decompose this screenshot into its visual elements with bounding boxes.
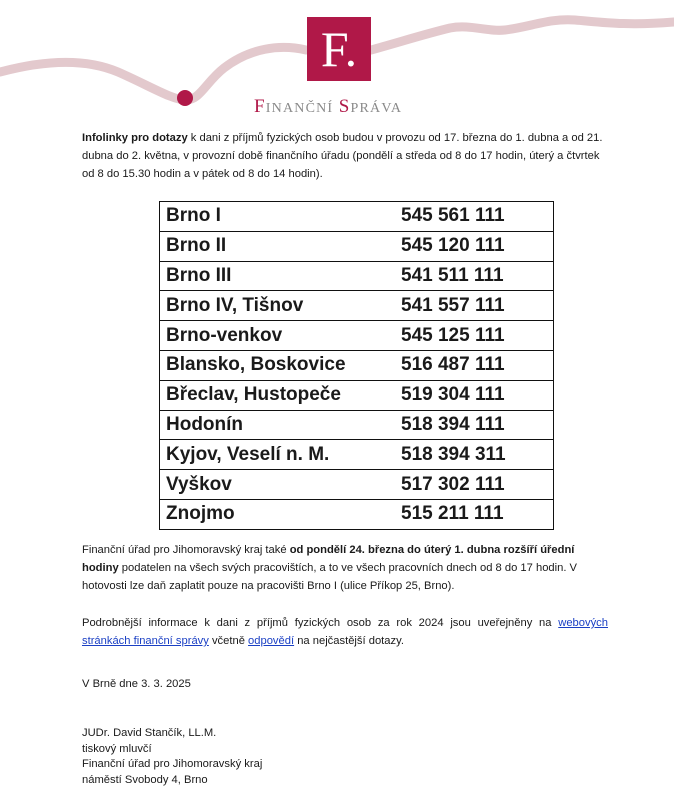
- signature-block: [82, 726, 262, 788]
- phone-number: 515 211 111: [401, 499, 554, 529]
- intro-bold-lead: Infolinky pro dotazy: [82, 132, 188, 144]
- office-name: Brno-venkov: [160, 321, 402, 351]
- table-row: [160, 291, 554, 321]
- web-link[interactable]: webových stránkách finanční správy: [82, 617, 608, 647]
- table-row: [160, 350, 554, 380]
- date-line: V Brně dne 3. 3. 2025: [82, 678, 191, 690]
- phone-number: 545 120 111: [401, 231, 554, 261]
- phone-table: [159, 201, 554, 530]
- signature-role: tiskový mluvčí: [82, 742, 152, 755]
- phone-number: 545 561 111: [401, 202, 554, 232]
- table-row: [160, 380, 554, 410]
- table-row: [160, 202, 554, 232]
- table-row: [160, 499, 554, 529]
- info-paragraph: Podrobnější informace k dani z příjmů fyzických osob za rok 2024 jsou uveřejněny na webových stránkách finanční správy včetně odpovědí na nejčastější dotazy.: [82, 617, 608, 647]
- signature-address: náměstí Svobody 4, Brno: [82, 773, 208, 786]
- hours-bold: od pondělí 24. března do úterý 1. dubna rozšíří úřední hodiny: [82, 544, 575, 574]
- office-name: Znojmo: [160, 499, 402, 529]
- phone-number: 519 304 111: [401, 380, 554, 410]
- table-row: [160, 321, 554, 351]
- page-header: [0, 0, 674, 125]
- office-name: Vyškov: [160, 470, 402, 500]
- table-row: [160, 231, 554, 261]
- logo-letter: F.: [320, 21, 358, 77]
- office-name: Břeclav, Hustopeče: [160, 380, 402, 410]
- table-row: [160, 261, 554, 291]
- signature-name: JUDr. David Stančík, LL.M.: [82, 727, 217, 739]
- phone-number: 541 557 111: [401, 291, 554, 321]
- brand-name: FINANČNÍ SPRÁVA: [254, 96, 403, 117]
- answers-link[interactable]: odpovědí: [248, 635, 295, 647]
- office-name: Brno II: [160, 231, 402, 261]
- office-name: Hodonín: [160, 410, 402, 440]
- phone-number: 545 125 111: [401, 321, 554, 351]
- intro-paragraph: [82, 129, 608, 183]
- phone-number: 516 487 111: [401, 350, 554, 380]
- red-dot-icon: [177, 90, 193, 106]
- table-row: [160, 470, 554, 500]
- office-name: Kyjov, Veselí n. M.: [160, 440, 402, 470]
- signature-office: Finanční úřad pro Jihomoravský kraj: [82, 758, 263, 770]
- table-row: [160, 410, 554, 440]
- phone-number: 518 394 111: [401, 410, 554, 440]
- intro-text: k dani z příjmů fyzických osob budou v provozu od 17. března do 1. dubna a od 21. dubna do 2. května, v provozní době finančního úřadu (pondělí a středa od 8 do 17 hodin, úterý a čtvrtek od 8 do 15.30 hodin a v pátek od 8 do 14 hodin).: [82, 132, 603, 180]
- hours-paragraph: Finanční úřad pro Jihomoravský kraj také od pondělí 24. března do úterý 1. dubna rozšíří úřední hodiny podatelen na všech svých pracovištích, a to ve všech pracovních dnech od 8 do 17 hodin. V hotovosti lze daň zaplatit pouze na pracovišti Brno I (ulice Příkop 25, Brno).: [82, 544, 578, 592]
- office-name: Brno I: [160, 202, 402, 232]
- office-name: Blansko, Boskovice: [160, 350, 402, 380]
- phone-number: 518 394 311: [401, 440, 554, 470]
- table-row: [160, 440, 554, 470]
- office-name: Brno IV, Tišnov: [160, 291, 402, 321]
- phone-number: 541 511 111: [401, 261, 554, 291]
- logo: [307, 17, 371, 81]
- phone-number: 517 302 111: [401, 470, 554, 500]
- office-name: Brno III: [160, 261, 402, 291]
